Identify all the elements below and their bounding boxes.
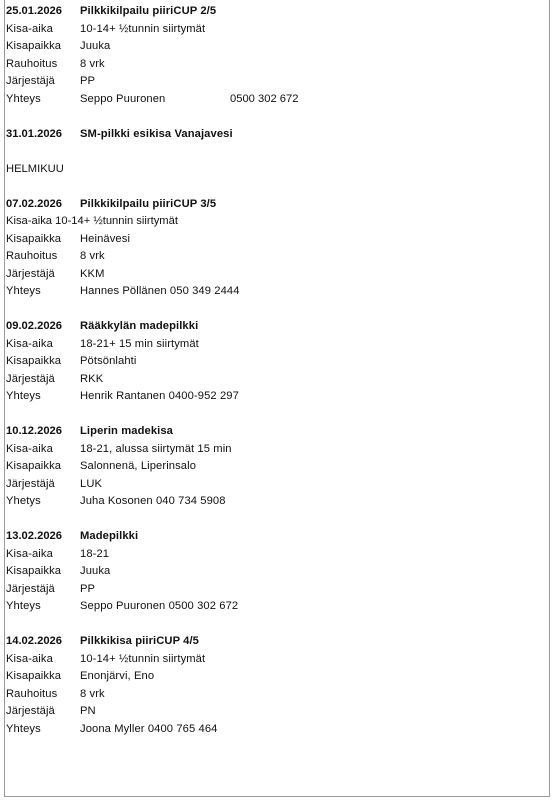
event-row <box>6 493 546 511</box>
event-row <box>6 721 546 739</box>
event-row <box>6 441 546 459</box>
row-label: Yhetys <box>6 495 41 507</box>
event-row <box>6 546 546 564</box>
row-value: RKK <box>80 372 104 385</box>
event-title: Pilkkikilpailu piiriCUP 3/5 <box>80 197 217 210</box>
row-value: 10-14+ ½tunnin siirtymät <box>80 22 206 35</box>
row-value: 8 vrk <box>80 687 105 700</box>
row-value: Heinävesi <box>80 232 131 245</box>
event-row <box>6 231 546 249</box>
row-label: Kisapaikka <box>6 460 62 472</box>
event-row <box>6 668 546 686</box>
row-value: Juha Kosonen 040 734 5908 <box>80 495 226 507</box>
row-label: Rauhoitus <box>6 687 58 700</box>
event-date: 07.02.2026 <box>6 197 62 210</box>
event-row <box>6 563 546 581</box>
event-row <box>6 686 546 704</box>
row-label: Kisapaikka <box>6 670 62 682</box>
event-title: Madepilkki <box>80 530 139 542</box>
row-value: PP <box>80 582 96 595</box>
row-label: Yhteys <box>6 722 41 735</box>
event-row <box>6 266 546 284</box>
row-label: Kisa-aika <box>6 547 53 560</box>
event-date: 14.02.2026 <box>6 635 62 647</box>
event-row <box>6 598 546 616</box>
event-header <box>6 528 546 546</box>
row-label: Kisa-aika <box>6 442 53 455</box>
row-value: 18-21 <box>80 547 110 560</box>
event-title: SM-pilkki esikisa Vanajavesi <box>80 127 233 140</box>
row-value: Joona Myller 0400 765 464 <box>80 722 218 735</box>
event-header <box>6 3 546 21</box>
row-label: Yhteys <box>6 92 41 105</box>
event-date: 25.01.2026 <box>6 5 62 17</box>
month-heading: HELMIKUU <box>6 162 64 175</box>
row-label: Rauhoitus <box>6 57 58 70</box>
row-value: PN <box>80 705 96 717</box>
event-title: Pilkkikisa piiriCUP 4/5 <box>80 635 200 647</box>
row-label: Järjestäjä <box>6 372 55 385</box>
row-value: Pötsönlahti <box>80 355 137 367</box>
row-value: Juuka <box>80 40 111 52</box>
row-value: Seppo Puuronen 0500 302 672 <box>80 600 239 612</box>
event-header <box>6 126 546 144</box>
event-title: Rääkkylän madepilkki <box>80 320 199 332</box>
row-value: Enonjärvi, Eno <box>80 670 155 682</box>
event-title: Liperin madekisa <box>80 425 174 437</box>
row-value: Salonnenä, Liperinsalo <box>80 460 197 472</box>
row-label: Kisapaikka <box>6 40 62 52</box>
row-value: Henrik Rantanen 0400-952 297 <box>80 390 239 402</box>
row-label: Yhteys <box>6 285 41 297</box>
event-date: 09.02.2026 <box>6 320 62 332</box>
row-value: LUK <box>80 477 103 490</box>
row-label: Järjestäjä <box>6 477 55 490</box>
event-date: 31.01.2026 <box>6 127 62 140</box>
row-label: Järjestäjä <box>6 267 55 280</box>
contact-phone: 0500 302 672 <box>230 92 299 105</box>
row-label: Kisa-aika <box>6 652 53 665</box>
event-row <box>6 388 546 406</box>
event-row <box>6 353 546 371</box>
row-value: 18-21+ 15 min siirtymät <box>80 337 199 350</box>
contact-name: Seppo Puuronen <box>80 92 166 105</box>
event-row <box>6 476 546 494</box>
event-row <box>6 651 546 669</box>
event-date: 10.12.2026 <box>6 425 62 437</box>
event-row <box>6 371 546 389</box>
row-value: 10-14+ ½tunnin siirtymät <box>80 652 206 665</box>
row-value: 18-21, alussa siirtymät 15 min <box>80 442 232 455</box>
row-label: Rauhoitus <box>6 250 58 262</box>
event-header <box>6 196 546 214</box>
event-row <box>6 38 546 56</box>
row-value: 8 vrk <box>80 57 105 70</box>
document-page <box>4 0 550 797</box>
event-row <box>6 73 546 91</box>
event-header <box>6 318 546 336</box>
event-row <box>6 336 546 354</box>
row-label: Kisapaikka <box>6 565 62 577</box>
event-row <box>6 213 546 231</box>
row-value: Juuka <box>80 565 111 577</box>
row-label: Järjestäjä <box>6 582 55 595</box>
event-header <box>6 423 546 441</box>
event-header <box>6 633 546 651</box>
row-value: PP <box>80 75 96 87</box>
event-date: 13.02.2026 <box>6 530 62 542</box>
row-label: Kisapaikka <box>6 232 62 245</box>
row-label: Järjestäjä <box>6 75 55 87</box>
row-value: Hannes Pöllänen 050 349 2444 <box>80 285 240 297</box>
row-value: 8 vrk <box>80 250 105 262</box>
row-label: Kisapaikka <box>6 355 62 367</box>
row-label: Yhteys <box>6 390 41 402</box>
row-label: Kisa-aika <box>6 337 53 350</box>
event-row <box>6 458 546 476</box>
event-row <box>6 21 546 39</box>
event-row <box>6 283 546 301</box>
event-row <box>6 703 546 721</box>
event-row <box>6 581 546 599</box>
event-row <box>6 248 546 266</box>
row-label: Järjestäjä <box>6 705 55 717</box>
event-row <box>6 56 546 74</box>
event-title: Pilkkikilpailu piiriCUP 2/5 <box>80 5 217 17</box>
row-label: Kisa-aika <box>6 22 53 35</box>
row-inline: Kisa-aika 10-14+ ½tunnin siirtymät <box>6 215 178 227</box>
event-list <box>6 3 546 738</box>
row-value: KKM <box>80 267 105 280</box>
row-label: Yhteys <box>6 600 41 612</box>
event-row <box>6 91 546 109</box>
